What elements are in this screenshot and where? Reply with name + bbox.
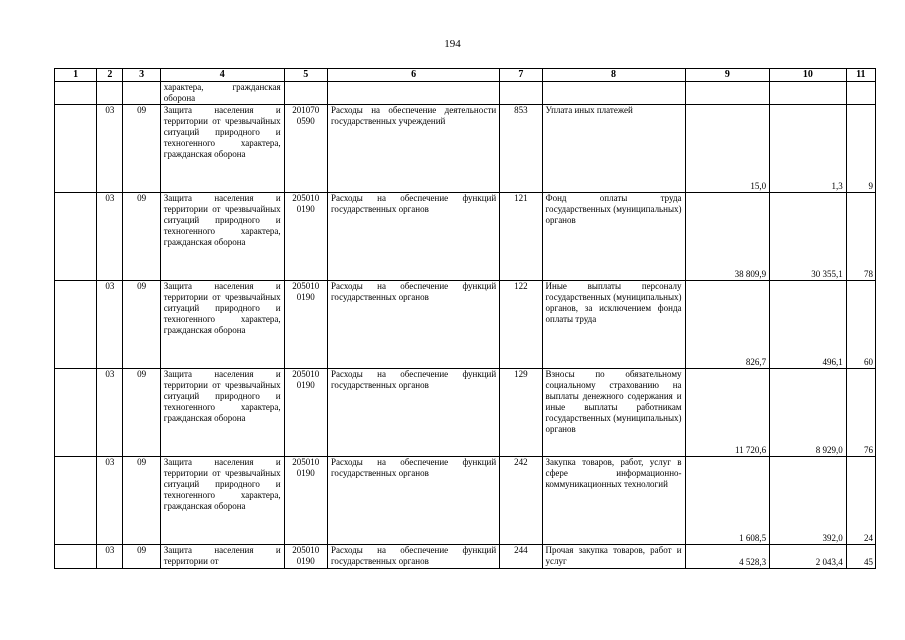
header-col-2: 2 (97, 69, 123, 82)
cell-target-article: 205010 0190 (284, 369, 327, 457)
cell-expense-type: 121 (500, 193, 542, 281)
cell-executed: 1,3 (770, 105, 847, 193)
cell-subsection-code: 09 (123, 105, 160, 193)
cell-target-article: 205010 0190 (284, 457, 327, 545)
cell-section-code: 03 (97, 193, 123, 281)
budget-table (54, 68, 876, 569)
cell-section-name: Защита населения и территории от чрезвычайных ситуаций природного и техногенного характера, гражданская оборона (160, 457, 284, 545)
cell-plan: 4 528,3 (685, 545, 770, 569)
cell-subsection-code: 09 (123, 281, 160, 369)
cell-executed: 392,0 (770, 457, 847, 545)
cell-subsection-code: 09 (123, 545, 160, 569)
cell-col11 (846, 82, 875, 105)
cell-col10 (770, 82, 847, 105)
cell-percent: 78 (846, 193, 875, 281)
cell-col1 (55, 82, 97, 105)
cell-section-name: Защита населения и территории от (160, 545, 284, 569)
cell-section-name: характера, гражданская оборона (160, 82, 284, 105)
cell-executed: 2 043,4 (770, 545, 847, 569)
cell-section-code: 03 (97, 369, 123, 457)
cell-section-code: 03 (97, 105, 123, 193)
cell-section-code: 03 (97, 545, 123, 569)
cell-percent: 45 (846, 545, 875, 569)
cell-expense-type-name: Прочая закупка товаров, работ и услуг (542, 545, 685, 569)
cell-subsection-code: 09 (123, 193, 160, 281)
cell-plan: 11 720,6 (685, 369, 770, 457)
cell-target-article: 205010 0190 (284, 281, 327, 369)
cell-target-article: 201070 0590 (284, 105, 327, 193)
cell-expense-type: 122 (500, 281, 542, 369)
cell-col1 (55, 457, 97, 545)
header-col-5: 5 (284, 69, 327, 82)
cell-executed: 8 929,0 (770, 369, 847, 457)
table-row (55, 281, 876, 369)
cell-percent: 76 (846, 369, 875, 457)
cell-article-name: Расходы на обеспечение деятельности государственных учреждений (327, 105, 499, 193)
cell-expense-type-name: Иные выплаты персоналу государственных (муниципальных) органов, за исключением фонда оплаты труда (542, 281, 685, 369)
cell-target-article: 205010 0190 (284, 545, 327, 569)
cell-section-code: 03 (97, 281, 123, 369)
cell-executed: 496,1 (770, 281, 847, 369)
table-row (55, 457, 876, 545)
table-row (55, 369, 876, 457)
cell-plan: 826,7 (685, 281, 770, 369)
cell-percent: 60 (846, 281, 875, 369)
cell-expense-type: 129 (500, 369, 542, 457)
header-col-7: 7 (500, 69, 542, 82)
cell-expense-type-name: Взносы по обязательному социальному страхованию на выплаты денежного содержания и иные выплаты работникам государственных (муниципальных) органов (542, 369, 685, 457)
cell-expense-type-name: Фонд оплаты труда государственных (муниципальных) органов (542, 193, 685, 281)
cell-plan: 15,0 (685, 105, 770, 193)
cell-section-name: Защита населения и территории от чрезвычайных ситуаций природного и техногенного характера, гражданская оборона (160, 105, 284, 193)
cell-subsection-code: 09 (123, 369, 160, 457)
cell-plan: 38 809,9 (685, 193, 770, 281)
cell-section-name: Защита населения и территории от чрезвычайных ситуаций природного и техногенного характера, гражданская оборона (160, 369, 284, 457)
header-col-10: 10 (770, 69, 847, 82)
header-col-9: 9 (685, 69, 770, 82)
cell-expense-type-name: Закупка товаров, работ, услуг в сфере информационно-коммуникационных технологий (542, 457, 685, 545)
header-col-3: 3 (123, 69, 160, 82)
table-row (55, 193, 876, 281)
header-col-6: 6 (327, 69, 499, 82)
cell-target-article: 205010 0190 (284, 193, 327, 281)
cell-article-name: Расходы на обеспечение функций государственных органов (327, 369, 499, 457)
page-number: 194 (444, 38, 461, 50)
cell-article-name: Расходы на обеспечение функций государственных органов (327, 281, 499, 369)
header-col-4: 4 (160, 69, 284, 82)
cell-col1 (55, 369, 97, 457)
cell-col2 (97, 82, 123, 105)
cell-col8 (542, 82, 685, 105)
header-col-1: 1 (55, 69, 97, 82)
cell-article-name: Расходы на обеспечение функций государственных органов (327, 457, 499, 545)
cell-expense-type: 242 (500, 457, 542, 545)
table-row (55, 105, 876, 193)
cell-percent: 9 (846, 105, 875, 193)
cell-executed: 30 355,1 (770, 193, 847, 281)
table-row (55, 545, 876, 569)
cell-col9 (685, 82, 770, 105)
cell-section-code: 03 (97, 457, 123, 545)
cell-section-name: Защита населения и территории от чрезвычайных ситуаций природного и техногенного характера, гражданская оборона (160, 193, 284, 281)
cell-subsection-code: 09 (123, 457, 160, 545)
cell-col3 (123, 82, 160, 105)
cell-percent: 24 (846, 457, 875, 545)
cell-col1 (55, 193, 97, 281)
cell-article-name: Расходы на обеспечение функций государственных органов (327, 193, 499, 281)
cell-col7 (500, 82, 542, 105)
cell-section-name: Защита населения и территории от чрезвычайных ситуаций природного и техногенного характера, гражданская оборона (160, 281, 284, 369)
cell-expense-type: 244 (500, 545, 542, 569)
header-row (55, 69, 876, 82)
cell-article-name: Расходы на обеспечение функций государственных органов (327, 545, 499, 569)
cell-col5 (284, 82, 327, 105)
header-col-8: 8 (542, 69, 685, 82)
cell-col1 (55, 281, 97, 369)
cell-col6 (327, 82, 499, 105)
cell-plan: 1 608,5 (685, 457, 770, 545)
cell-expense-type: 853 (500, 105, 542, 193)
cell-col1 (55, 105, 97, 193)
continuation-row (55, 82, 876, 105)
cell-col1 (55, 545, 97, 569)
header-col-11: 11 (846, 69, 875, 82)
cell-expense-type-name: Уплата иных платежей (542, 105, 685, 193)
